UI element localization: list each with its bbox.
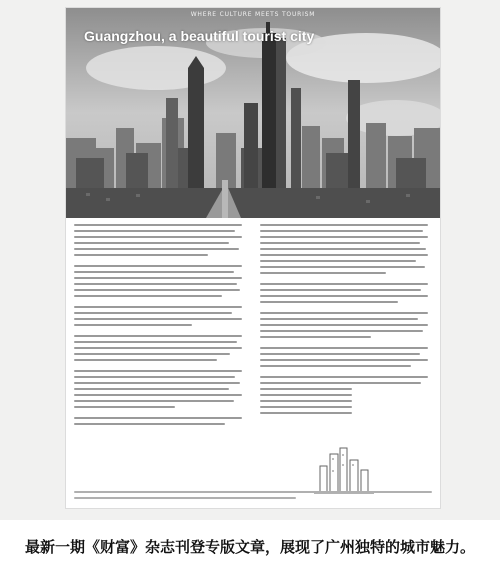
magazine-page <box>66 8 440 508</box>
city-skyline-photo <box>66 8 440 218</box>
footnote <box>74 491 432 503</box>
image-caption: 最新一期《财富》杂志刊登专版文章，展现了广州独特的城市魅力。 <box>24 538 475 556</box>
article-title: Guangzhou, a beautiful tourist city <box>84 28 315 44</box>
skyline-sketch-illustration <box>314 444 374 494</box>
article-column-left <box>74 224 242 494</box>
article-body <box>74 224 432 502</box>
series-header: WHERE CULTURE MEETS TOURISM <box>190 11 316 18</box>
